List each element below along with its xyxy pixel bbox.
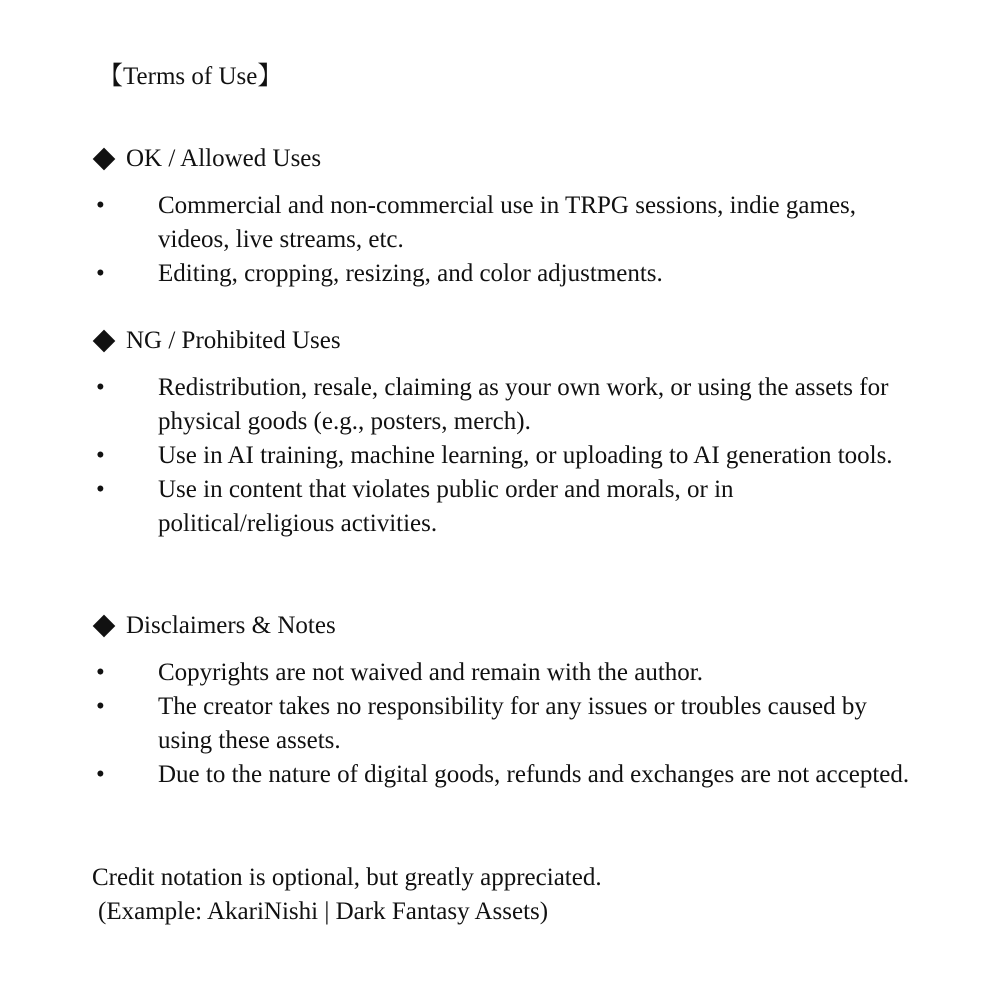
bullet-icon: • bbox=[96, 476, 105, 503]
credit-note bbox=[92, 861, 602, 929]
bullet-icon: • bbox=[96, 374, 105, 401]
allowed-uses-list bbox=[92, 189, 912, 291]
bullet-icon: • bbox=[96, 761, 105, 788]
credit-example-text: (Example: AkariNishi | Dark Fantasy Assets) bbox=[98, 898, 549, 925]
list-item-text: The creator takes no responsibility for any issues or troubles caused by using these assets. bbox=[158, 693, 867, 754]
disclaimers-list bbox=[92, 656, 912, 792]
bullet-icon: • bbox=[96, 192, 105, 219]
list-item bbox=[92, 690, 912, 758]
bullet-icon: • bbox=[96, 442, 105, 469]
list-item bbox=[92, 473, 912, 541]
section-heading bbox=[92, 609, 912, 643]
prohibited-uses-list bbox=[92, 371, 912, 541]
list-item-text: Copyrights are not waived and remain with the author. bbox=[158, 659, 704, 686]
bullet-icon: • bbox=[96, 693, 105, 720]
list-item bbox=[92, 656, 912, 690]
diamond-bullet-icon bbox=[92, 329, 116, 353]
document-title: 【Terms of Use】 bbox=[98, 63, 283, 90]
list-item bbox=[92, 371, 912, 439]
diamond-bullet-icon bbox=[92, 147, 116, 171]
section-allowed-uses bbox=[92, 142, 912, 291]
bullet-icon: • bbox=[96, 659, 105, 686]
section-heading bbox=[92, 324, 912, 358]
credit-note-text: Credit notation is optional, but greatly appreciated. bbox=[92, 864, 602, 891]
list-item-text: Commercial and non-commercial use in TRPG sessions, indie games, videos, live streams, etc. bbox=[158, 192, 857, 253]
list-item-text: Redistribution, resale, claiming as your own work, or using the assets for physical goods (e.g., posters, merch). bbox=[158, 374, 889, 435]
section-heading-text: OK / Allowed Uses bbox=[126, 145, 322, 172]
list-item bbox=[92, 189, 912, 257]
list-item bbox=[92, 758, 912, 792]
section-prohibited-uses bbox=[92, 324, 912, 541]
list-item-text: Use in AI training, machine learning, or uploading to AI generation tools. bbox=[158, 442, 893, 469]
section-heading-text: Disclaimers & Notes bbox=[126, 612, 336, 639]
section-heading bbox=[92, 142, 912, 176]
section-heading-text: NG / Prohibited Uses bbox=[126, 327, 341, 354]
list-item bbox=[92, 439, 912, 473]
list-item bbox=[92, 257, 912, 291]
diamond-bullet-icon bbox=[92, 614, 116, 638]
section-disclaimers bbox=[92, 609, 912, 792]
bullet-icon: • bbox=[96, 260, 105, 287]
list-item-text: Due to the nature of digital goods, refunds and exchanges are not accepted. bbox=[158, 761, 910, 788]
list-item-text: Use in content that violates public order and morals, or in political/religious activities. bbox=[158, 476, 734, 537]
list-item-text: Editing, cropping, resizing, and color adjustments. bbox=[158, 260, 663, 287]
